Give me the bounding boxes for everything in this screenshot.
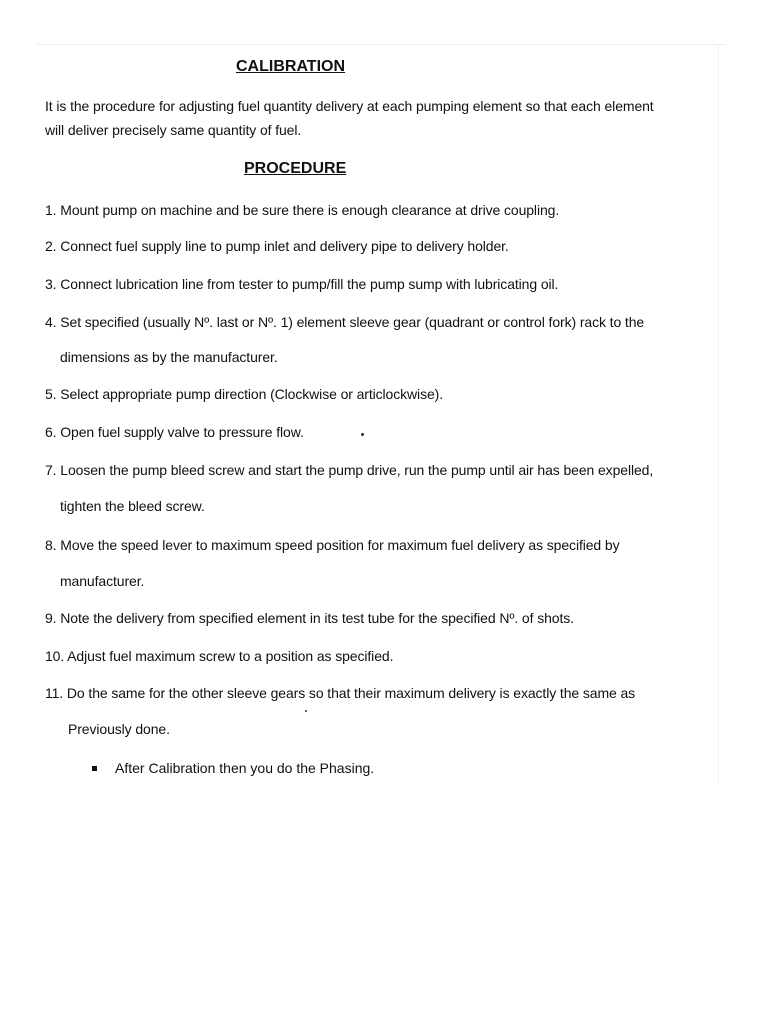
step-4: 4. Set specified (usually Nº. last or Nº. 1) element sleeve gear (quadrant or control fork) rack to the: [45, 314, 645, 330]
step-6: 6. Open fuel supply valve to pressure flow.: [45, 424, 304, 440]
scan-top-edge: [36, 44, 726, 45]
page-title: CALIBRATION: [236, 58, 346, 75]
step-9: 9. Note the delivery from specified element in its test tube for the specified Nº. of shots.: [45, 610, 574, 626]
step-8: 8. Move the speed lever to maximum speed position for maximum fuel delivery as specified by: [45, 537, 620, 553]
step-7-continued: tighten the bleed screw.: [60, 498, 205, 514]
step-1: 1. Mount pump on machine and be sure there is enough clearance at drive coupling.: [45, 202, 560, 218]
step-8-continued: manufacturer.: [60, 573, 145, 589]
scan-right-edge: [718, 44, 719, 784]
bullet-text: After Calibration then you do the Phasing.: [115, 760, 375, 776]
step-11: 11. Do the same for the other sleeve gears so that their maximum delivery is exactly the same as: [45, 685, 636, 701]
scan-speck: [305, 710, 307, 712]
step-10: 10. Adjust fuel maximum screw to a position as specified.: [45, 648, 394, 664]
scan-speck: [361, 433, 364, 436]
step-11-continued: Previously done.: [68, 721, 170, 737]
bullet-item: [92, 760, 374, 776]
procedure-heading: PROCEDURE: [244, 160, 347, 177]
step-7: 7. Loosen the pump bleed screw and start the pump drive, run the pump until air has been expelled,: [45, 462, 654, 478]
step-5: 5. Select appropriate pump direction (Clockwise or articlockwise).: [45, 386, 444, 402]
intro-line-1: It is the procedure for adjusting fuel quantity delivery at each pumping element so that each element: [45, 98, 654, 114]
square-bullet-icon: [92, 766, 97, 771]
step-2: 2. Connect fuel supply line to pump inlet and delivery pipe to delivery holder.: [45, 238, 509, 254]
step-4-continued: dimensions as by the manufacturer.: [60, 349, 278, 365]
intro-line-2: will deliver precisely same quantity of fuel.: [45, 122, 302, 138]
step-3: 3. Connect lubrication line from tester to pump/fill the pump sump with lubricating oil.: [45, 276, 559, 292]
